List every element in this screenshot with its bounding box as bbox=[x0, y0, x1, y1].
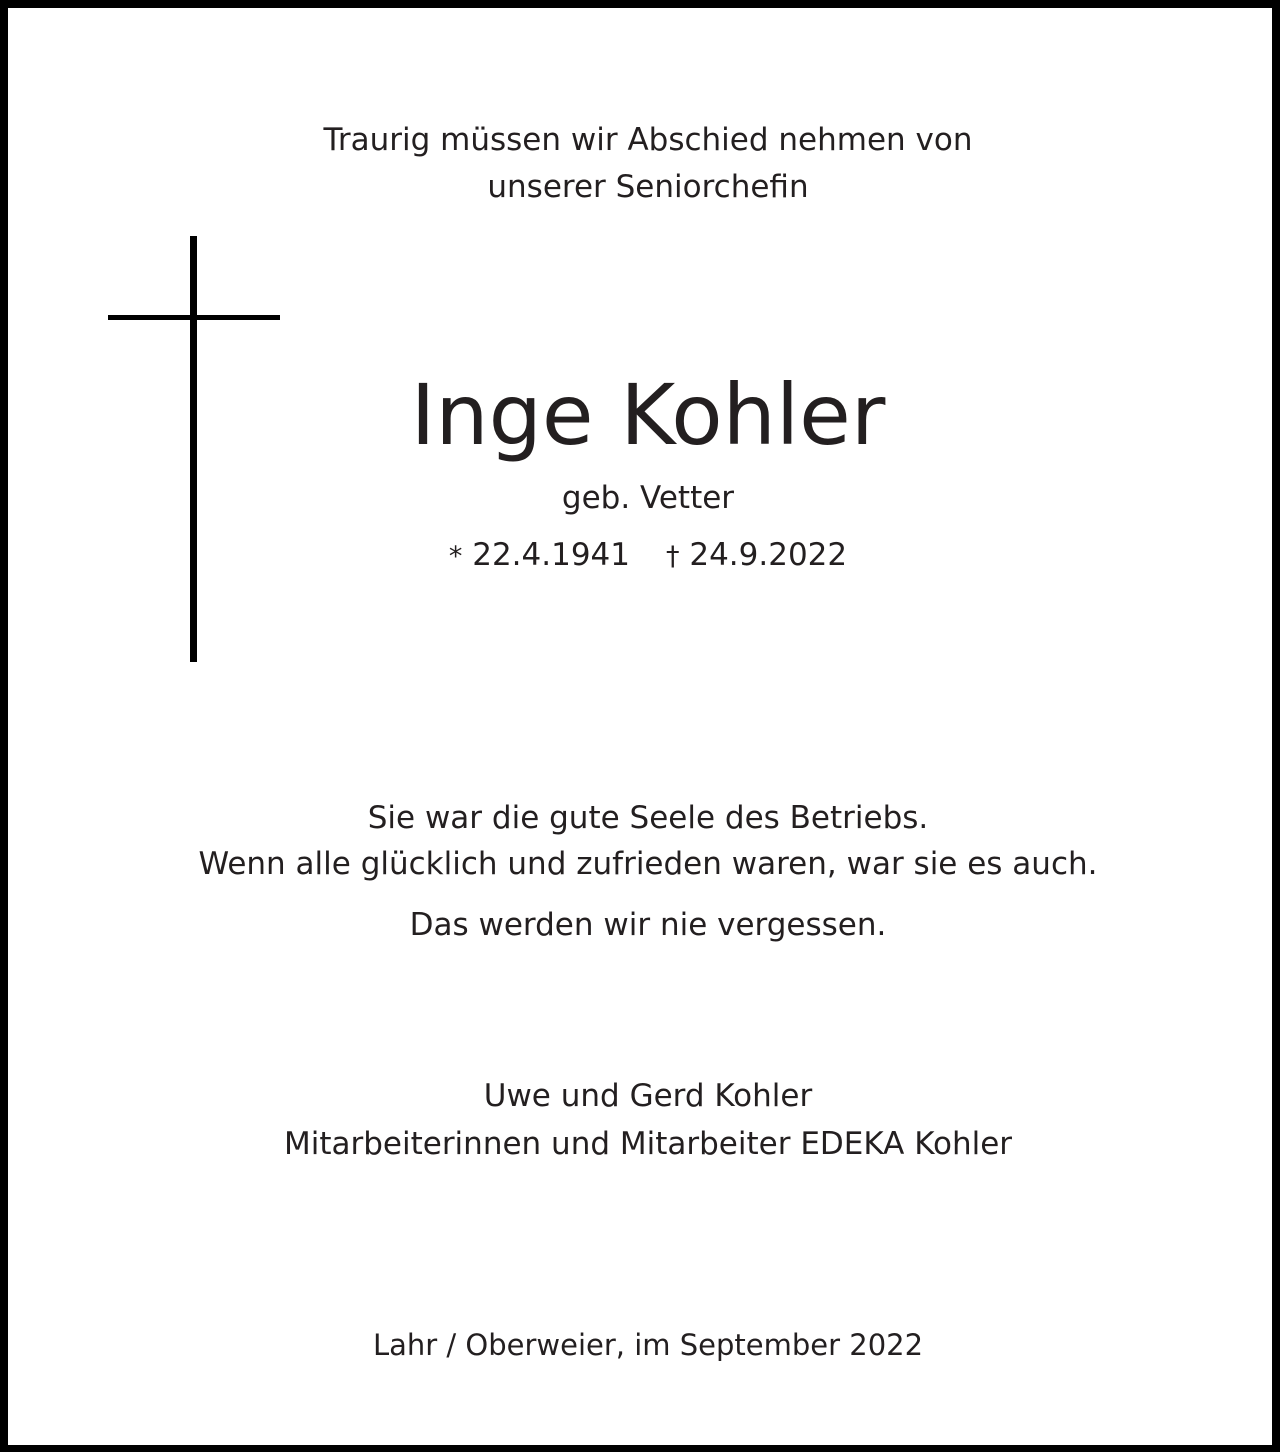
death-date: 24.9.2022 bbox=[689, 537, 848, 573]
intro-line-1: Traurig müssen wir Abschied nehmen von bbox=[323, 122, 973, 158]
place-and-date: Lahr / Oberweier, im September 2022 bbox=[372, 1328, 924, 1362]
signature-line-2: Mitarbeiterinnen und Mitarbeiter EDEKA Kohler bbox=[283, 1126, 1013, 1162]
birth-star-icon: * bbox=[448, 541, 463, 572]
deceased-name: Inge Kohler bbox=[410, 366, 886, 464]
intro-line-2: unserer Seniorchefin bbox=[487, 169, 809, 205]
life-dates bbox=[8, 537, 1280, 573]
signature-line-1: Uwe und Gerd Kohler bbox=[483, 1078, 813, 1114]
cross-horizontal-bar bbox=[108, 315, 280, 320]
quote-line-2: Wenn alle glücklich und zufrieden waren, war sie es auch. bbox=[198, 846, 1098, 882]
death-dagger-icon: † bbox=[666, 541, 680, 572]
birth-date: 22.4.1941 bbox=[472, 537, 630, 573]
maiden-name: geb. Vetter bbox=[561, 480, 735, 516]
quote-line-3: Das werden wir nie vergessen. bbox=[409, 907, 887, 943]
quote-line-1: Sie war die gute Seele des Betriebs. bbox=[367, 800, 929, 836]
